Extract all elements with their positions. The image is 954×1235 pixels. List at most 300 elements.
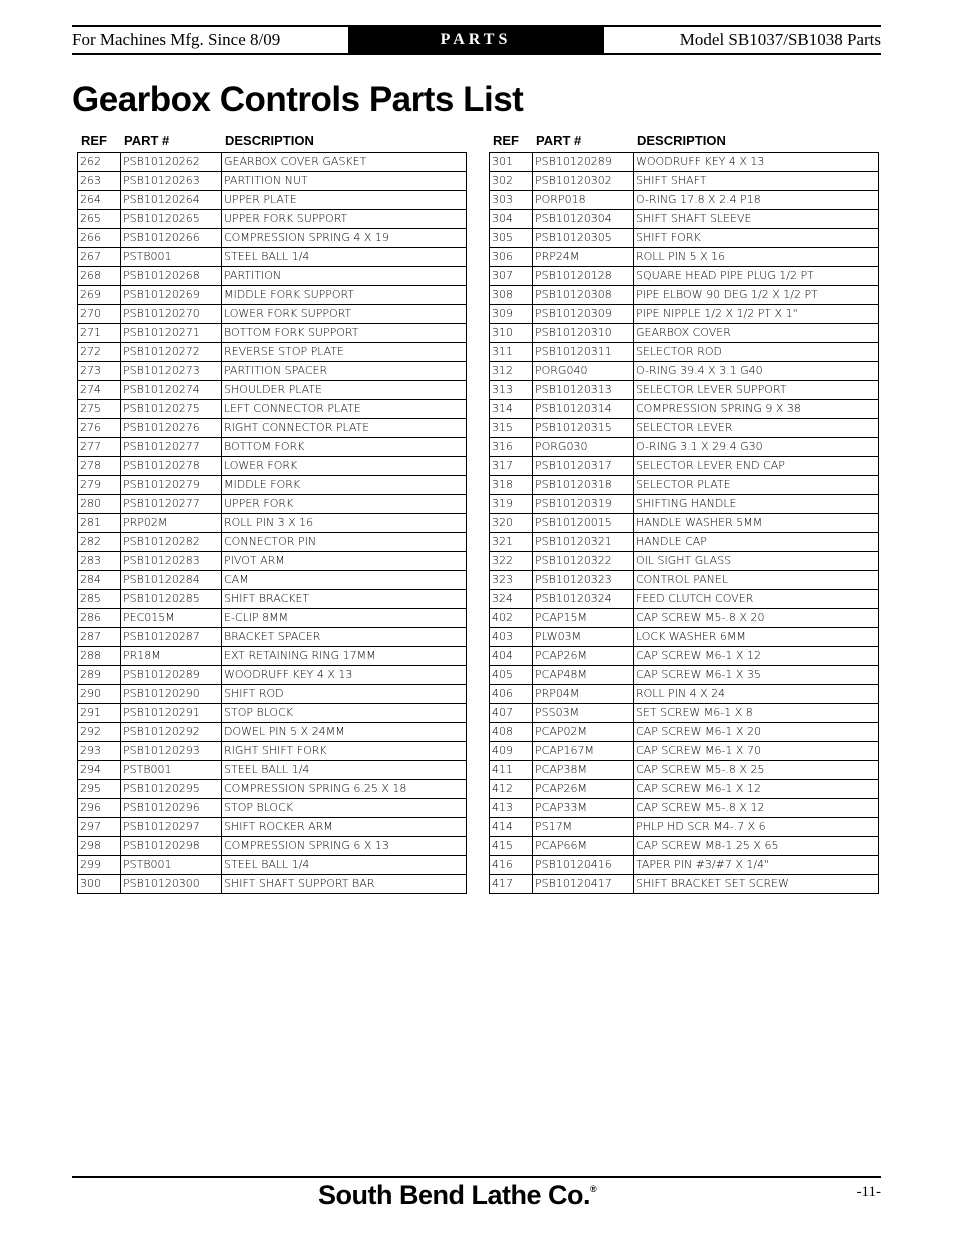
description-cell: COMPRESSION SPRING 6.25 X 18 — [222, 780, 467, 799]
table-row — [78, 495, 467, 514]
description-cell: SHIFT SHAFT — [634, 172, 879, 191]
column-headers-right — [489, 130, 878, 152]
header-model: Model SB1037/SB1038 Parts — [679, 30, 881, 49]
part-number-cell: PSB10120319 — [533, 495, 634, 514]
description-cell: SHIFT ROCKER ARM — [222, 818, 467, 837]
part-number-cell: PSB10120308 — [533, 286, 634, 305]
table-row — [490, 305, 879, 324]
description-cell: PARTITION — [222, 267, 467, 286]
ref-cell: 322 — [490, 552, 533, 571]
part-number-cell: PSB10120266 — [121, 229, 222, 248]
part-number-cell: PSB10120318 — [533, 476, 634, 495]
table-row — [490, 666, 879, 685]
description-cell: ROLL PIN 4 X 24 — [634, 685, 879, 704]
table-row — [490, 704, 879, 723]
table-row — [78, 324, 467, 343]
table-row — [490, 533, 879, 552]
description-cell: CONNECTOR PIN — [222, 533, 467, 552]
parts-table-right-body — [490, 153, 879, 894]
description-cell: WOODRUFF KEY 4 X 13 — [634, 153, 879, 172]
ref-cell: 280 — [78, 495, 121, 514]
page-header — [72, 25, 881, 55]
ref-cell: 302 — [490, 172, 533, 191]
column-header-part: PART # — [124, 133, 170, 148]
table-row — [78, 799, 467, 818]
ref-cell: 293 — [78, 742, 121, 761]
parts-table-left-body — [78, 153, 467, 894]
part-number-cell: PSB10120304 — [533, 210, 634, 229]
part-number-cell: PORP018 — [533, 191, 634, 210]
table-row — [78, 628, 467, 647]
table-row — [78, 457, 467, 476]
part-number-cell: PSB10120321 — [533, 533, 634, 552]
ref-cell: 297 — [78, 818, 121, 837]
table-row — [490, 267, 879, 286]
ref-cell: 285 — [78, 590, 121, 609]
column-header-ref: REF — [493, 133, 519, 148]
description-cell: SHIFTING HANDLE — [634, 495, 879, 514]
page-number: -11- — [856, 1184, 881, 1200]
description-cell: LOWER FORK SUPPORT — [222, 305, 467, 324]
description-cell: UPPER FORK — [222, 495, 467, 514]
description-cell: WOODRUFF KEY 4 X 13 — [222, 666, 467, 685]
part-number-cell: PSB10120290 — [121, 685, 222, 704]
ref-cell: 306 — [490, 248, 533, 267]
ref-cell: 416 — [490, 856, 533, 875]
ref-cell: 268 — [78, 267, 121, 286]
table-row — [78, 647, 467, 666]
description-cell: UPPER PLATE — [222, 191, 467, 210]
ref-cell: 298 — [78, 837, 121, 856]
description-cell: LOCK WASHER 6MM — [634, 628, 879, 647]
table-row — [78, 343, 467, 362]
part-number-cell: PSB10120268 — [121, 267, 222, 286]
description-cell: HANDLE CAP — [634, 533, 879, 552]
ref-cell: 282 — [78, 533, 121, 552]
description-cell: STEEL BALL 1/4 — [222, 248, 467, 267]
table-row — [490, 476, 879, 495]
part-number-cell: PSB10120270 — [121, 305, 222, 324]
part-number-cell: PSB10120293 — [121, 742, 222, 761]
part-number-cell: PSB10120313 — [533, 381, 634, 400]
part-number-cell: PSB10120311 — [533, 343, 634, 362]
ref-cell: 312 — [490, 362, 533, 381]
part-number-cell: PSB10120291 — [121, 704, 222, 723]
part-number-cell: PSB10120317 — [533, 457, 634, 476]
ref-cell: 289 — [78, 666, 121, 685]
table-row — [490, 457, 879, 476]
ref-cell: 292 — [78, 723, 121, 742]
table-row — [78, 590, 467, 609]
ref-cell: 262 — [78, 153, 121, 172]
description-cell: BOTTOM FORK SUPPORT — [222, 324, 467, 343]
description-cell: ROLL PIN 3 X 16 — [222, 514, 467, 533]
part-number-cell: PSB10120278 — [121, 457, 222, 476]
ref-cell: 263 — [78, 172, 121, 191]
description-cell: COMPRESSION SPRING 4 X 19 — [222, 229, 467, 248]
ref-cell: 283 — [78, 552, 121, 571]
ref-cell: 308 — [490, 286, 533, 305]
ref-cell: 409 — [490, 742, 533, 761]
ref-cell: 295 — [78, 780, 121, 799]
ref-cell: 314 — [490, 400, 533, 419]
part-number-cell: PCAP167M — [533, 742, 634, 761]
ref-cell: 316 — [490, 438, 533, 457]
ref-cell: 408 — [490, 723, 533, 742]
part-number-cell: PSB10120265 — [121, 210, 222, 229]
ref-cell: 301 — [490, 153, 533, 172]
table-row — [490, 685, 879, 704]
table-row — [78, 438, 467, 457]
table-row — [490, 210, 879, 229]
ref-cell: 414 — [490, 818, 533, 837]
table-row — [490, 495, 879, 514]
table-row — [490, 400, 879, 419]
description-cell: CAP SCREW M6-1 X 12 — [634, 780, 879, 799]
part-number-cell: PSB10120302 — [533, 172, 634, 191]
part-number-cell: PSTB001 — [121, 856, 222, 875]
description-cell: DOWEL PIN 5 X 24MM — [222, 723, 467, 742]
description-cell: REVERSE STOP PLATE — [222, 343, 467, 362]
part-number-cell: PSB10120282 — [121, 533, 222, 552]
description-cell: STOP BLOCK — [222, 799, 467, 818]
description-cell: COMPRESSION SPRING 6 X 13 — [222, 837, 467, 856]
table-row — [78, 571, 467, 590]
description-cell: STEEL BALL 1/4 — [222, 761, 467, 780]
table-row — [490, 647, 879, 666]
description-cell: BRACKET SPACER — [222, 628, 467, 647]
table-row — [78, 267, 467, 286]
ref-cell: 317 — [490, 457, 533, 476]
ref-cell: 318 — [490, 476, 533, 495]
description-cell: CAP SCREW M5-.8 X 12 — [634, 799, 879, 818]
part-number-cell: PCAP48M — [533, 666, 634, 685]
part-number-cell: PSB10120015 — [533, 514, 634, 533]
table-row — [490, 552, 879, 571]
table-row — [78, 172, 467, 191]
ref-cell: 265 — [78, 210, 121, 229]
description-cell: FEED CLUTCH COVER — [634, 590, 879, 609]
description-cell: O-RING 39.4 X 3.1 G40 — [634, 362, 879, 381]
part-number-cell: PCAP26M — [533, 780, 634, 799]
ref-cell: 284 — [78, 571, 121, 590]
part-number-cell: PCAP26M — [533, 647, 634, 666]
part-number-cell: PSB10120416 — [533, 856, 634, 875]
parts-table-left — [77, 152, 467, 894]
description-cell: EXT RETAINING RING 17MM — [222, 647, 467, 666]
table-row — [490, 875, 879, 894]
table-row — [78, 685, 467, 704]
table-row — [78, 286, 467, 305]
table-row — [78, 476, 467, 495]
column-headers-left — [77, 130, 466, 152]
table-row — [78, 856, 467, 875]
description-cell: O-RING 3.1 X 29.4 G30 — [634, 438, 879, 457]
description-cell: CONTROL PANEL — [634, 571, 879, 590]
table-row — [78, 305, 467, 324]
description-cell: CAP SCREW M5-.8 X 20 — [634, 609, 879, 628]
table-row — [490, 856, 879, 875]
ref-cell: 404 — [490, 647, 533, 666]
ref-cell: 274 — [78, 381, 121, 400]
part-number-cell: PSB10120298 — [121, 837, 222, 856]
part-number-cell: PSB10120296 — [121, 799, 222, 818]
ref-cell: 286 — [78, 609, 121, 628]
part-number-cell: PSB10120289 — [533, 153, 634, 172]
ref-cell: 276 — [78, 419, 121, 438]
ref-cell: 412 — [490, 780, 533, 799]
footer-rule — [72, 1176, 881, 1178]
ref-cell: 406 — [490, 685, 533, 704]
description-cell: ROLL PIN 5 X 16 — [634, 248, 879, 267]
table-row — [78, 419, 467, 438]
part-number-cell: PSB10120263 — [121, 172, 222, 191]
ref-cell: 277 — [78, 438, 121, 457]
table-row — [490, 780, 879, 799]
table-row — [490, 609, 879, 628]
description-cell: SELECTOR ROD — [634, 343, 879, 362]
ref-cell: 417 — [490, 875, 533, 894]
table-row — [490, 438, 879, 457]
ref-cell: 275 — [78, 400, 121, 419]
description-cell: CAM — [222, 571, 467, 590]
description-cell: CAP SCREW M6-1 X 35 — [634, 666, 879, 685]
table-row — [490, 723, 879, 742]
ref-cell: 324 — [490, 590, 533, 609]
part-number-cell: PSB10120322 — [533, 552, 634, 571]
page-title: Gearbox Controls Parts List — [72, 80, 524, 119]
part-number-cell: PSB10120285 — [121, 590, 222, 609]
part-number-cell: PSB10120314 — [533, 400, 634, 419]
column-header-ref: REF — [81, 133, 107, 148]
description-cell: SELECTOR LEVER — [634, 419, 879, 438]
ref-cell: 309 — [490, 305, 533, 324]
table-row — [78, 723, 467, 742]
part-number-cell: PSB10120279 — [121, 476, 222, 495]
description-cell: GEARBOX COVER — [634, 324, 879, 343]
description-cell: OIL SIGHT GLASS — [634, 552, 879, 571]
description-cell: RIGHT SHIFT FORK — [222, 742, 467, 761]
description-cell: CAP SCREW M6-1 X 20 — [634, 723, 879, 742]
brand-name: South Bend Lathe Co. — [318, 1180, 590, 1210]
ref-cell: 303 — [490, 191, 533, 210]
ref-cell: 310 — [490, 324, 533, 343]
part-number-cell: PSB10120277 — [121, 495, 222, 514]
part-number-cell: PSB10120262 — [121, 153, 222, 172]
ref-cell: 321 — [490, 533, 533, 552]
table-row — [490, 799, 879, 818]
column-header-part: PART # — [536, 133, 582, 148]
table-row — [78, 761, 467, 780]
description-cell: LOWER FORK — [222, 457, 467, 476]
part-number-cell: PRP04M — [533, 685, 634, 704]
part-number-cell: PS17M — [533, 818, 634, 837]
description-cell: BOTTOM FORK — [222, 438, 467, 457]
description-cell: CAP SCREW M5-.8 X 25 — [634, 761, 879, 780]
table-row — [78, 609, 467, 628]
ref-cell: 304 — [490, 210, 533, 229]
ref-cell: 278 — [78, 457, 121, 476]
table-row — [490, 818, 879, 837]
ref-cell: 403 — [490, 628, 533, 647]
ref-cell: 300 — [78, 875, 121, 894]
part-number-cell: PSB10120283 — [121, 552, 222, 571]
description-cell: CAP SCREW M8-1.25 X 65 — [634, 837, 879, 856]
description-cell: LEFT CONNECTOR PLATE — [222, 400, 467, 419]
ref-cell: 290 — [78, 685, 121, 704]
table-row — [490, 419, 879, 438]
description-cell: RIGHT CONNECTOR PLATE — [222, 419, 467, 438]
part-number-cell: PSB10120305 — [533, 229, 634, 248]
part-number-cell: PSB10120287 — [121, 628, 222, 647]
ref-cell: 291 — [78, 704, 121, 723]
ref-cell: 311 — [490, 343, 533, 362]
description-cell: SELECTOR LEVER END CAP — [634, 457, 879, 476]
part-number-cell: PCAP15M — [533, 609, 634, 628]
part-number-cell: PSB10120315 — [533, 419, 634, 438]
description-cell: SHIFT ROD — [222, 685, 467, 704]
description-cell: SHIFT BRACKET — [222, 590, 467, 609]
part-number-cell: PORG040 — [533, 362, 634, 381]
ref-cell: 270 — [78, 305, 121, 324]
table-row — [78, 875, 467, 894]
part-number-cell: PSB10120276 — [121, 419, 222, 438]
table-row — [490, 229, 879, 248]
ref-cell: 305 — [490, 229, 533, 248]
table-row — [490, 248, 879, 267]
description-cell: STEEL BALL 1/4 — [222, 856, 467, 875]
description-cell: PIPE ELBOW 90 DEG 1/2 X 1/2 PT — [634, 286, 879, 305]
description-cell: PHLP HD SCR M4-.7 X 6 — [634, 818, 879, 837]
description-cell: SHIFT SHAFT SUPPORT BAR — [222, 875, 467, 894]
table-row — [78, 153, 467, 172]
parts-table-right — [489, 152, 879, 894]
table-row — [490, 362, 879, 381]
table-row — [490, 172, 879, 191]
ref-cell: 320 — [490, 514, 533, 533]
description-cell: TAPER PIN #3/#7 X 1/4" — [634, 856, 879, 875]
part-number-cell: PSB10120323 — [533, 571, 634, 590]
ref-cell: 264 — [78, 191, 121, 210]
parts-table-left-section — [77, 130, 466, 894]
ref-cell: 281 — [78, 514, 121, 533]
header-machines-note: For Machines Mfg. Since 8/09 — [72, 30, 281, 49]
part-number-cell: PSB10120277 — [121, 438, 222, 457]
table-row — [490, 381, 879, 400]
description-cell: PARTITION SPACER — [222, 362, 467, 381]
table-row — [490, 343, 879, 362]
description-cell: SHOULDER PLATE — [222, 381, 467, 400]
description-cell: SELECTOR LEVER SUPPORT — [634, 381, 879, 400]
part-number-cell: PSB10120309 — [533, 305, 634, 324]
part-number-cell: PRP24M — [533, 248, 634, 267]
part-number-cell: PSB10120300 — [121, 875, 222, 894]
table-row — [78, 742, 467, 761]
table-row — [78, 780, 467, 799]
description-cell: PIPE NIPPLE 1/2 X 1/2 PT X 1" — [634, 305, 879, 324]
parts-table-right-section — [489, 130, 878, 894]
part-number-cell: PSB10120272 — [121, 343, 222, 362]
part-number-cell: PSB10120289 — [121, 666, 222, 685]
table-row — [78, 552, 467, 571]
part-number-cell: PSB10120297 — [121, 818, 222, 837]
table-row — [490, 191, 879, 210]
table-row — [78, 229, 467, 248]
ref-cell: 315 — [490, 419, 533, 438]
part-number-cell: PSB10120128 — [533, 267, 634, 286]
header-section-label: PARTS — [348, 27, 604, 53]
part-number-cell: PLW03M — [533, 628, 634, 647]
ref-cell: 402 — [490, 609, 533, 628]
part-number-cell: PCAP38M — [533, 761, 634, 780]
table-row — [78, 704, 467, 723]
ref-cell: 273 — [78, 362, 121, 381]
part-number-cell: PSB10120417 — [533, 875, 634, 894]
ref-cell: 267 — [78, 248, 121, 267]
part-number-cell: PSB10120273 — [121, 362, 222, 381]
description-cell: PIVOT ARM — [222, 552, 467, 571]
part-number-cell: PCAP02M — [533, 723, 634, 742]
part-number-cell: PCAP33M — [533, 799, 634, 818]
column-header-description: DESCRIPTION — [637, 133, 726, 148]
description-cell: PARTITION NUT — [222, 172, 467, 191]
table-row — [490, 571, 879, 590]
table-row — [78, 837, 467, 856]
table-row — [490, 742, 879, 761]
description-cell: SELECTOR PLATE — [634, 476, 879, 495]
description-cell: SHIFT SHAFT SLEEVE — [634, 210, 879, 229]
table-row — [78, 533, 467, 552]
part-number-cell: PSB10120324 — [533, 590, 634, 609]
part-number-cell: PEC015M — [121, 609, 222, 628]
table-row — [78, 248, 467, 267]
ref-cell: 271 — [78, 324, 121, 343]
part-number-cell: PRP02M — [121, 514, 222, 533]
description-cell: COMPRESSION SPRING 9 X 38 — [634, 400, 879, 419]
description-cell: MIDDLE FORK SUPPORT — [222, 286, 467, 305]
table-row — [78, 210, 467, 229]
ref-cell: 287 — [78, 628, 121, 647]
ref-cell: 266 — [78, 229, 121, 248]
table-row — [490, 761, 879, 780]
part-number-cell: PSB10120284 — [121, 571, 222, 590]
ref-cell: 272 — [78, 343, 121, 362]
description-cell: GEARBOX COVER GASKET — [222, 153, 467, 172]
description-cell: HANDLE WASHER 5MM — [634, 514, 879, 533]
table-row — [490, 837, 879, 856]
part-number-cell: PORG030 — [533, 438, 634, 457]
description-cell: MIDDLE FORK — [222, 476, 467, 495]
ref-cell: 405 — [490, 666, 533, 685]
ref-cell: 415 — [490, 837, 533, 856]
table-row — [78, 514, 467, 533]
part-number-cell: PSB10120274 — [121, 381, 222, 400]
ref-cell: 299 — [78, 856, 121, 875]
part-number-cell: PSS03M — [533, 704, 634, 723]
part-number-cell: PSB10120271 — [121, 324, 222, 343]
part-number-cell: PSTB001 — [121, 248, 222, 267]
part-number-cell: PSB10120310 — [533, 324, 634, 343]
description-cell: UPPER FORK SUPPORT — [222, 210, 467, 229]
table-row — [490, 153, 879, 172]
registered-mark: ® — [589, 1184, 597, 1194]
description-cell: SHIFT BRACKET SET SCREW — [634, 875, 879, 894]
table-row — [78, 191, 467, 210]
ref-cell: 323 — [490, 571, 533, 590]
ref-cell: 313 — [490, 381, 533, 400]
table-row — [490, 590, 879, 609]
table-row — [78, 381, 467, 400]
